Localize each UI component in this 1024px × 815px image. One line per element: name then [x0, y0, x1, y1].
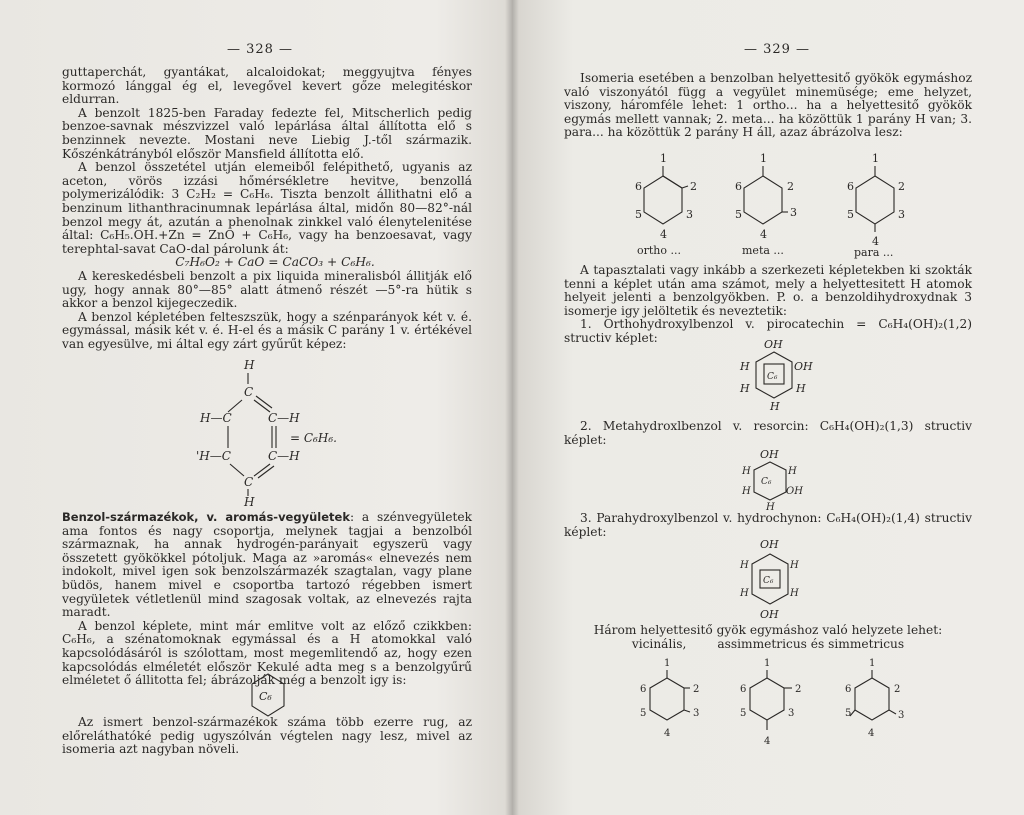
position-number: 1 [760, 152, 767, 165]
paragraph: Az ismert benzol-származékok száma több ezerre rug, az előreláthatóké pedig ugyszólván végtelen nagy lesz, mivel az isomeria azt nagyban növeli. [62, 715, 472, 757]
ortho-label: ortho ... [637, 244, 681, 257]
para-hexagon [847, 152, 905, 259]
asymmetric-hexagon [740, 658, 801, 747]
paragraph: A benzol összetétel utján elemeiből felépithető, ugyanis az aceton, vörös izzási hőmérsékletre hevitve, benzollá polymerizálódik: 3 C₂H₂ = C₆H₆. Tiszta benzolt állithatni elő a benzinum lithanthracinumnak lepárlása által, midőn 80—82°-nál benzol megy át, azután a phenolnak zinkkel való élenytelenitése által: C₆H₅.OH.+Zn = ZnO + C₆H₆, vagy ha benzoesavat, vagy terephtal-savat CaO-dal párolunk át: [62, 160, 472, 256]
right-page [512, 0, 1024, 815]
vicinal-hexagon [640, 658, 699, 739]
right-text-mid [564, 264, 972, 346]
ring-label: 'H—C [196, 449, 231, 463]
page-number: — 329 — [743, 42, 811, 57]
position-number: 3 [788, 708, 795, 719]
position-number: 6 [845, 684, 852, 695]
metahydroxyl-structure [734, 448, 814, 512]
list-item: 3. Parahydroxylbenzol v. hydrochynon: C₆H₄(OH)₂(1,4) structiv képlet: [564, 511, 972, 539]
orthohydroxyl-structure [730, 336, 820, 414]
position-number: 5 [847, 208, 854, 221]
ring-label: C [244, 385, 254, 399]
position-number: 1 [664, 658, 671, 669]
position-number: 6 [735, 180, 742, 193]
position-number: 3 [693, 708, 700, 719]
formula: C₇H₆O₂ + CaO = CaCO₃ + C₆H₆. [175, 255, 375, 270]
right-text-item3 [564, 512, 972, 539]
symmetric-hexagon [845, 658, 904, 739]
position-number: 5 [740, 708, 747, 719]
paragraph: A kereskedésbeli benzolt a pix liquida mineralisból állitják elő ugy, hogy annak 80°—85° alatt átmenő részét —5°-ra hütik s akkor a benzol kijegeczedik. [62, 268, 472, 311]
position-number: 4 [872, 235, 879, 248]
group-label: OH [760, 538, 779, 551]
group-label: OH [760, 608, 779, 621]
group-label: OH [794, 360, 813, 373]
position-number: 2 [693, 684, 700, 695]
paragraph [62, 511, 472, 620]
position-number: 2 [690, 180, 697, 193]
position-number: 1 [872, 152, 879, 165]
group-label: H [796, 382, 806, 395]
three-substituent-diagram [630, 656, 930, 760]
group-label: OH [764, 338, 783, 351]
group-label: H [740, 360, 750, 373]
position-number: 4 [764, 736, 771, 747]
ring-label: C—H [268, 411, 300, 425]
group-label: H [790, 560, 799, 571]
position-number: 5 [735, 208, 742, 221]
list-item: 2. Metahydroxlbenzol v. resorcin: C₆H₄(OH)₂(1,3) structiv képlet: [564, 419, 972, 447]
position-number: 5 [845, 708, 852, 719]
position-number: 4 [760, 228, 767, 241]
group-label: C₆ [767, 372, 778, 382]
paragraph: A tapasztalati vagy inkább a szerkezeti képletekben ki szokták tenni a képlet után ama számot, mely a helyettesitett H atomok helyeit jelenti a benzolgyökben. P. o. a benzoldihydroxydnak 3 isomerje igy jelöltetik és neveztetik: [564, 263, 972, 318]
ortho-meta-para-diagram [632, 150, 932, 260]
ring-label: H [244, 495, 255, 506]
paragraph-text: : a szénvegyületek ama fontos és nagy csoportja, melynek tagjai a benzolból származnak, ha annak hydrogén-parányait egyszerü vagy összetett gyökökkel pótoljuk. Maga az »aromás« elnevezés nem indokolt, mivel igen sok benzolszármazék szagtalan, vagy plane büdös, hanem mivel e csoportba tartozó régebben ismert vegyületek vétletlenül mind szagosak voltak, az elnevezés rajta maradt. [62, 510, 472, 620]
position-number: 6 [847, 180, 854, 193]
position-number: 1 [869, 658, 876, 669]
paragraph: vicinális, assimmetricus és simmetricus [631, 636, 905, 651]
group-label: H [740, 382, 750, 395]
left-text-bottom [62, 511, 472, 688]
group-label: C₆ [763, 576, 774, 586]
hexagon-label: C₆ [259, 690, 272, 703]
position-number: 3 [686, 208, 693, 221]
position-number: 6 [740, 684, 747, 695]
group-label: C₆ [761, 477, 772, 487]
position-number: 4 [868, 728, 875, 739]
ring-label: = C₆H₆. [290, 431, 337, 445]
position-number: 2 [787, 180, 794, 193]
position-number: 1 [764, 658, 771, 669]
right-text-positions [564, 624, 972, 651]
paragraph: A benzol képletében felteszszük, hogy a szénparányok két v. é. egymással, másik két v. é. H-el és a másik C parány 1 v. értékével van egyesülve, mi által egy zárt gyűrűt képez: [62, 309, 472, 351]
group-label: OH [786, 486, 803, 497]
position-number: 6 [635, 180, 642, 193]
position-number: 2 [898, 180, 905, 193]
group-label: H [770, 400, 780, 413]
paragraph: guttaperchát, gyantákat, alcaloidokat; meggyujtva fényes kormozó lánggal ég el, levegővel kevert gőze melegitéskor eldurran. [62, 65, 472, 107]
group-label: H [742, 486, 751, 497]
ring-label: H [244, 358, 255, 372]
left-text-end [62, 716, 472, 757]
hexagon-c6-diagram [248, 672, 288, 718]
group-label: H [740, 588, 749, 599]
paragraph: A benzolt 1825-ben Faraday fedezte fel, Mitscherlich pedig benzoe-savnak mészvizzel való lepárlása által állította elő s benzinnek nevezte. Mostani neve Liebig J.-től származik. Kőszénkátrányból először Mansfield állította elő. [62, 105, 472, 161]
position-number: 3 [898, 710, 905, 721]
right-text-item2 [564, 420, 972, 447]
paragraph: Isomeria esetében a benzolban helyettesitő gyökök egymáshoz való viszonyától függ a vegyület minemüsége; eme helyzet, viszony, háromféle lehet: 1 ortho... ha a helyettesitő gyökök egymás mellett vannak; 2. meta... ha közöttük 1 parány H van; 3. para... ha közöttük 2 parány H áll, azaz ábrázolva lesz: [564, 71, 972, 140]
position-number: 4 [664, 728, 671, 739]
position-number: 4 [660, 228, 667, 241]
right-text-top [564, 72, 972, 140]
ring-label: C [244, 475, 254, 489]
position-number: 3 [790, 206, 797, 219]
position-number: 5 [635, 208, 642, 221]
group-label: H [788, 466, 797, 477]
para-label: para ... [854, 246, 894, 259]
group-label: H [790, 588, 799, 599]
page-number: — 328 — [226, 42, 294, 57]
position-number: 6 [640, 684, 647, 695]
meta-hexagon [735, 152, 797, 257]
paragraph: Három helyettesitő gyök egymáshoz való helyzete lehet: [593, 623, 943, 637]
meta-label: meta ... [742, 244, 784, 257]
ring-label: C—H [268, 449, 300, 463]
group-label: OH [760, 448, 779, 461]
list-item: 1. Orthohydroxylbenzol v. pirocatechin = C₆H₄(OH)₂(1,2) structiv képlet: [564, 317, 972, 345]
group-label: H [740, 560, 749, 571]
position-number: 2 [795, 684, 802, 695]
position-number: 2 [894, 684, 901, 695]
benzene-ring-diagram [190, 356, 390, 506]
parahydroxyl-structure [734, 538, 814, 622]
left-text-top [62, 66, 472, 351]
group-label: H [766, 502, 775, 512]
section-heading: Benzol-származékok, v. aromás-vegyületek [62, 510, 350, 524]
ortho-hexagon [635, 152, 697, 257]
paragraph: A benzol képlete, mint már emlitve volt az előző czikkben: C₆H₆, a szénatomoknak egymással és a H atomokkal való kapcsolódásáról is szólottam, most megemlitendő az, hogy ezen kapcsolódás elméletét először Kekulé adta meg s a benzolgyűrű elméletet ő állitotta fel; ábrázolják még a benzolt igy is: [62, 618, 472, 688]
ring-label: H—C [200, 411, 232, 425]
group-label: H [742, 466, 751, 477]
position-number: 1 [660, 152, 667, 165]
position-number: 3 [898, 208, 905, 221]
position-number: 5 [640, 708, 647, 719]
book-gutter [505, 0, 519, 815]
